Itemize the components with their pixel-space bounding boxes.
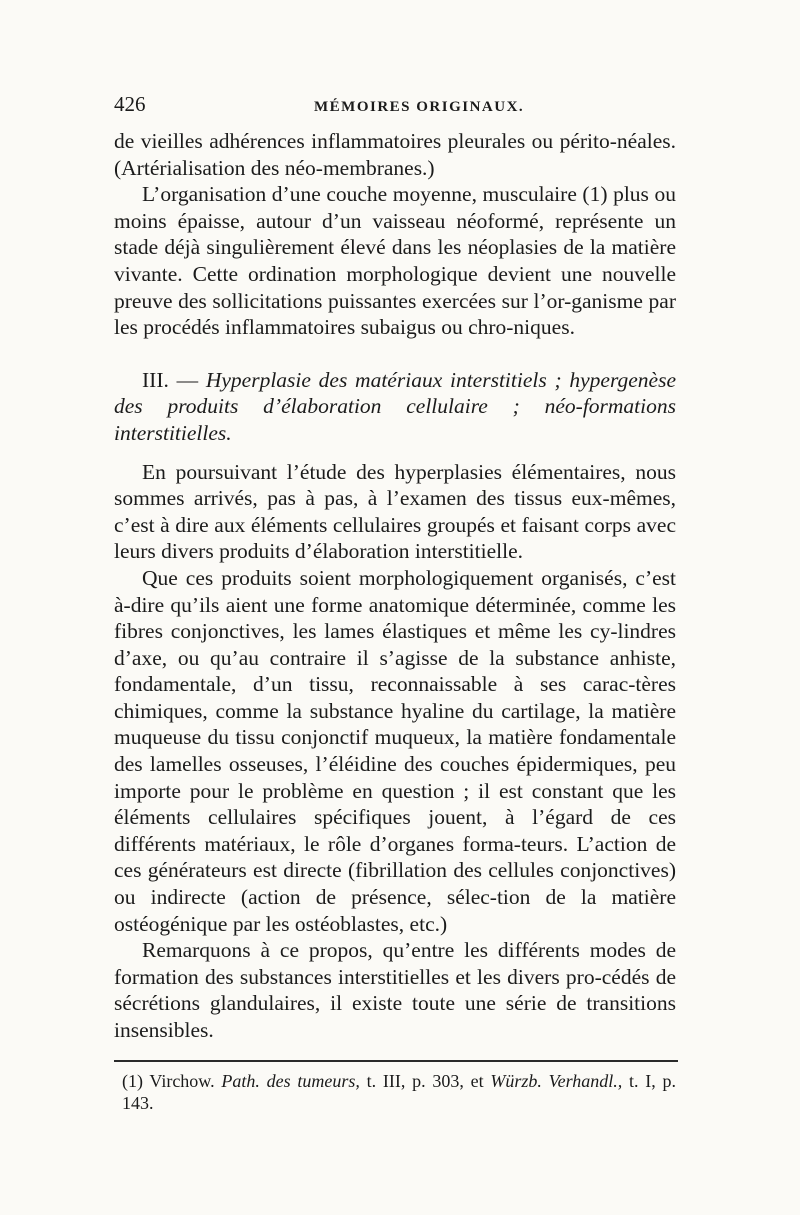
footnote-citation-journal: Würzb. Verhandl., xyxy=(490,1070,623,1091)
paragraph-continuation: de vieilles adhérences inflammatoires pleurales ou périto-néales. (Artérialisation des néo-membranes.) xyxy=(114,129,676,180)
footnote-reference-end: t. I, p. 143. xyxy=(122,1070,676,1113)
section-title: Hyperplasie des matériaux interstitiels ; hypergenèse des produits d’élaboration cellulaire ; néo-formations interstitielles. xyxy=(114,367,677,445)
footnote-citation-title: Path. des tumeurs, xyxy=(221,1070,360,1091)
section-spacer xyxy=(114,341,676,367)
footnote-reference: t. III, p. 303, et xyxy=(366,1070,484,1091)
heading-spacer xyxy=(114,447,676,459)
section-numeral: III. — xyxy=(142,367,199,392)
paragraph-produits: Que ces produits soient morphologiquement organisés, c’est à-dire qu’ils aient une forme anatomique déterminée, comme les fibres conjonctives, les lames élastiques et même les cy-lindres d’axe, ou qu’au contraire il s’agisse de la substance anhiste, fondamentale, d’un tissu, reconnaissable à ses carac-tères chimiques, comme la substance hyaline du cartilage, la matière muqueuse du tissu conjonctif muqueux, la matière fondamentale des lamelles osseuses, l’éléidine des couches épidermiques, peu importe pour le problème en question ; il est constant que les éléments cellulaires spécifiques jouent, à l’égard de ces différents matériaux, le rôle d’organes forma-teurs. L’action de ces générateurs est directe (fibrillation des cellules conjonctives) ou indirecte (action de présence, sélec-tion de la matière ostéogénique par les ostéoblastes, etc.) xyxy=(114,565,676,936)
footnote-divider xyxy=(114,1060,678,1062)
paragraph-remarquons: Remarquons à ce propos, qu’entre les différents modes de formation des substances interstitielles et les divers pro-cédés de sécrétions glandulaires, il existe toute une série de transitions insensibles. xyxy=(114,938,676,1042)
paragraph-organisation: L’organisation d’une couche moyenne, musculaire (1) plus ou moins épaisse, autour d’un vaisseau néoformé, représente un stade déjà singulièrement élevé dans les néoplasies de la matière vivante. Cette ordination morphologique devient une nouvelle preuve des sollicitations puissantes exercées sur l’or-ganisme par les procédés inflammatoires subaigus ou chro-niques. xyxy=(114,182,676,340)
footnote-marker: (1) Virchow. xyxy=(122,1070,215,1091)
footnote xyxy=(114,1070,676,1114)
running-title: MÉMOIRES ORIGINAUX. xyxy=(314,99,525,115)
section-heading xyxy=(114,367,676,447)
page-header xyxy=(114,92,676,128)
page-number: 426 xyxy=(114,92,146,116)
body-text xyxy=(114,128,676,1044)
paragraph-hyperplasies: En poursuivant l’étude des hyperplasies élémentaires, nous sommes arrivés, pas à pas, à l’examen des tissus eux-mêmes, c’est à dire aux éléments cellulaires groupés et faisant corps avec leurs divers produits d’élaboration interstitielle. xyxy=(114,459,676,564)
